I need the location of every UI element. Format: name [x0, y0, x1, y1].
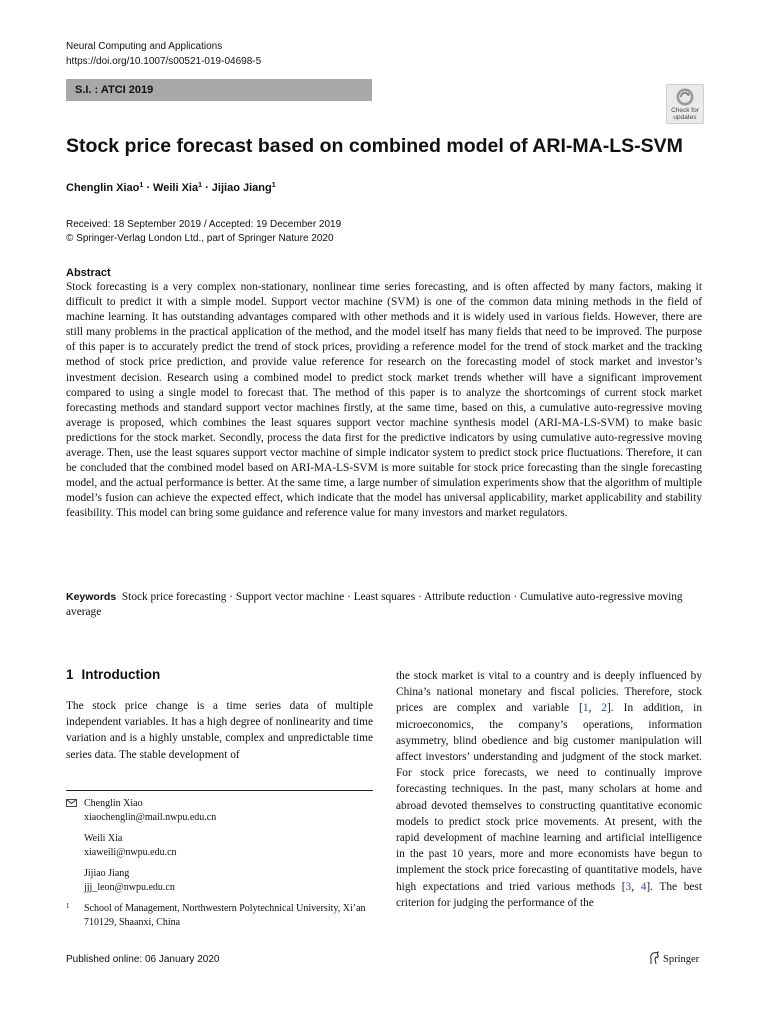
contact-block [66, 797, 373, 824]
introduction-paragraph-left: The stock price change is a time series data of multiple independent variables. It has a high degree of nonlinearity and time variation and is a highly unstable, complex and unpredictable time series data. The stable development of [66, 700, 373, 761]
section-number: 1 [66, 667, 74, 682]
keywords-block [66, 590, 702, 620]
intro-text-part-3: ]. The best criterion for judging the performance of the [396, 880, 702, 909]
author-name[interactable]: Weili Xia [153, 182, 199, 194]
badge-text [667, 107, 703, 121]
author-list [66, 178, 276, 196]
author-separator: · [146, 182, 150, 194]
doi-link[interactable]: https://doi.org/10.1007/s00521-019-04698-5 [66, 56, 262, 67]
contact-name: Weili Xia [84, 833, 123, 844]
introduction-paragraph-right: the stock market is vital to a country and is deeply influenced by China’s national monetary and fiscal policies. Therefore, stock prices are complex and variable [1, 2]. In addition, in microeconomics, the company’s operations, information asymmetry, blind obedience and big customer manipulation will affect investors’ understanding and judgment of the stock market. For stock price forecasts, we need to continually improve forecasting techniques. In the past, many scholars at home and abroad devoted themselves to constructing quantitative economic models to predict stock price movements. At present, with the rapid development of machine learning and artificial intelligence in the past 10 years, more and more economists have begun to implement the stock price forecasting of quantitative models, have high expectations and tried various methods [3, 4]. The best criterion for judging the performance of the [396, 670, 703, 909]
special-issue-bar [66, 79, 372, 101]
copyright-line: © Springer-Verlag London Ltd., part of Springer Nature 2020 [66, 233, 334, 244]
intro-text-part-1: the stock market is vital to a country and is deeply influenced by China’s national monetary and fiscal policies. Therefore, stock prices are complex and variable [ [396, 670, 702, 715]
affiliation-mark: 1 [66, 902, 70, 910]
article-title: Stock price forecast based on combined model of ARI-MA-LS-SVM [66, 135, 683, 157]
springer-horse-icon [648, 951, 660, 965]
check-for-updates-badge[interactable] [666, 84, 704, 124]
keywords-list: Stock price forecasting · Support vector machine · Least squares · Attribute reduction · Cumulative auto-regressive moving average [66, 591, 683, 618]
badge-text-line-1: Check for [671, 107, 699, 114]
author-affiliation-mark: 1 [271, 182, 276, 189]
section-title: Introduction [81, 667, 161, 682]
contact-email[interactable]: xiaweili@nwpu.edu.cn [84, 846, 177, 858]
intro-text-part-2: ]. In addition, in microeconomics, the company’s operations, information asymmetry, blind obedience and big customer manipulation will affect investors’ understanding and judgment of the stock market. For stock price forecasts, we need to continually improve forecasting techniques. In the past, many scholars at home and abroad devoted themselves to constructing quantitative economic models to predict stock price movements. At present, with the rapid development of machine learning and artificial intelligence in the past 10 years, more and more economists have begun to implement the stock price forecasting of quantitative models, have high expectations and tried various methods [ [396, 702, 703, 893]
article-dates: Received: 18 September 2019 / Accepted: 19 December 2019 [66, 219, 342, 230]
author-affiliation-mark: 1 [198, 182, 202, 189]
published-date: Published online: 06 January 2020 [66, 954, 220, 965]
contact-email[interactable]: jjj_leon@nwpu.edu.cn [84, 881, 175, 893]
contact-block [66, 832, 373, 859]
footnotes [66, 797, 373, 937]
special-issue-label: S.I. : ATCI 2019 [75, 84, 154, 96]
abstract-body: Stock forecasting is a very complex non-stationary, nonlinear time series forecasting, and is often affected by many factors, making it difficult to predict it with a simple model. Support vector machine (SVM) is one of the common data mining methods in the field of machine learning. It has outstanding advantages compared with other methods and it is widely used in various fields. However, there are still many problems in the practical application of the method, and the model itself has many fields that need to be improved. The purpose of this paper is to accurately predict the trend of stock prices, providing a reference model for the trend of stock market and the tracking method of stock price prediction, and provide value reference for research on the forecasting model of stock market and investor’s investment decision. Research using a combined model to predict stock market trends whether will have a significant improvement compared to using a single model to forecast that. The method of this paper is to analyze the shortcomings of current stock market forecasting methods and standard support vector machines firstly, at the same time, based on this, a cumulative auto-regressive moving average is proposed, which combines the least squares support vector machine synthesis model (ARI-MA-LS-SVM) to make basic predictions for the stock market. Secondly, process the data first for the predictive indicators by using cumulative auto-regressive moving average. Then, use the least squares support vector machine of simple indicator system to predict stock price fluctuations. Therefore, it can be concluded that the combined model based on ARI-MA-LS-SVM is more suitable for stock price forecasting than the single forecasting model, and the actual performance is better. At the same time, a large number of simulation experiments show that the algorithm of multiple model’s fusion can achieve the expected effect, which indicate that the model has universal applicability, market applicability and stability feasibility. This model can bring some guidance and reference value for many investors and market regulators. [66, 281, 702, 520]
contact-email[interactable]: xiaochenglin@mail.nwpu.edu.cn [84, 811, 217, 823]
citation-link[interactable]: 1 [582, 702, 589, 715]
section-heading-introduction [66, 667, 160, 683]
citation-link[interactable]: 3 [625, 880, 632, 893]
publisher-name: Springer [663, 954, 700, 965]
author-name[interactable]: Jijiao Jiang [211, 182, 272, 194]
journal-name: Neural Computing and Applications [66, 41, 223, 52]
citation-link[interactable]: 4 [640, 880, 647, 893]
envelope-icon [66, 799, 77, 807]
affiliation-text: School of Management, Northwestern Polytechnical University, Xi’an 710129, Shaanxi, China [84, 903, 366, 928]
citation-link[interactable]: 2 [601, 702, 608, 715]
keywords-heading: Keywords [66, 591, 117, 603]
affiliation-block [66, 902, 373, 929]
abstract-heading: Abstract [66, 267, 111, 279]
contact-name: Chenglin Xiao [84, 798, 143, 809]
contact-block [66, 867, 373, 894]
author-name[interactable]: Chenglin Xiao [66, 182, 140, 194]
check-for-updates-icon [675, 87, 695, 107]
author-separator: · [205, 182, 209, 194]
footnote-divider [66, 790, 373, 791]
contact-name: Jijiao Jiang [84, 868, 130, 879]
badge-text-line-2: updates [673, 114, 697, 121]
publisher-mark [648, 951, 699, 968]
author-affiliation-mark: 1 [139, 182, 144, 189]
